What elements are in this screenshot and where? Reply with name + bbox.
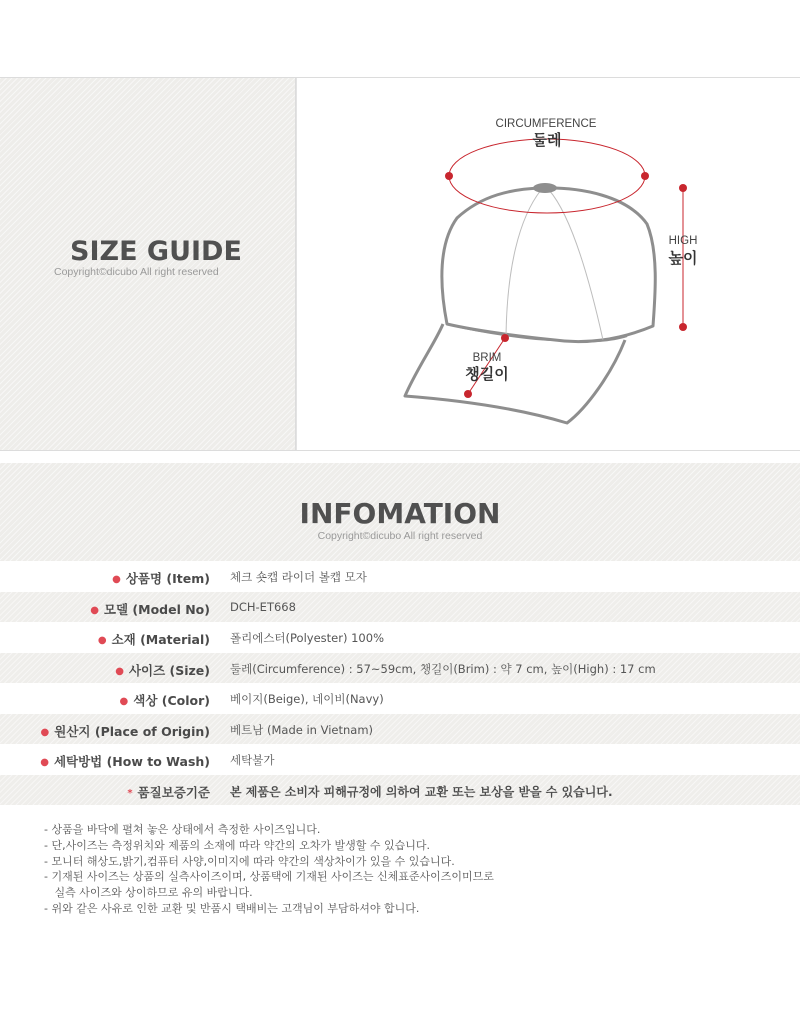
- high-label-en: HIGH: [668, 235, 698, 247]
- size-guide-title: SIZE GUIDE: [70, 236, 242, 267]
- table-row-origin: [0, 714, 800, 745]
- row-label: ● 색상 (Color): [119, 693, 210, 708]
- row-value: DCH-ET668: [230, 599, 296, 614]
- high-bottom-marker: [679, 323, 687, 331]
- high-top-marker: [679, 184, 687, 192]
- row-value: 세탁불가: [230, 753, 275, 767]
- row-value: 베이지(Beige), 네이비(Navy): [230, 692, 384, 706]
- row-value: 폴리에스터(Polyester) 100%: [230, 631, 384, 645]
- circumference-left-marker: [445, 172, 453, 180]
- asterisk-icon: *: [127, 787, 133, 799]
- table-row-size: [0, 653, 800, 684]
- row-label: ● 상품명 (Item): [112, 571, 210, 586]
- row-value: 본 제품은 소비자 피해규정에 의하여 교환 또는 보상을 받을 수 있습니다.: [230, 784, 613, 799]
- note-line: - 모니터 해상도,밝기,컴퓨터 사양,이미지에 따라 약간의 색상차이가 있을 수 있습니다.: [44, 854, 455, 868]
- table-row-color: [0, 683, 800, 714]
- table-row-material: [0, 622, 800, 653]
- circumference-measure-line: [449, 139, 645, 213]
- row-label: ● 사이즈 (Size): [115, 662, 210, 678]
- row-value: 베트남 (Made in Vietnam): [230, 722, 374, 737]
- cap-crown-outline: [442, 188, 655, 342]
- product-info-table: [0, 561, 800, 805]
- row-value: 둘레(Circumference) : 57~59cm, 챙길이(Brim) : 약 7 cm, 높이(High) : 17 cm: [230, 661, 656, 676]
- cap-size-diagram: [297, 78, 800, 450]
- high-label-ko: 높이: [668, 249, 698, 267]
- circumference-label-en: CIRCUMFERENCE: [495, 118, 597, 130]
- information-title: INFOMATION: [299, 497, 501, 530]
- brim-top-marker: [501, 334, 509, 342]
- note-line: - 기재된 사이즈는 상품의 실측사이즈이며, 상품택에 기재된 사이즈는 신체표준사이즈이미므로: [44, 870, 494, 884]
- note-line: - 상품을 바닥에 펼쳐 놓은 상태에서 측정한 사이즈입니다.: [44, 823, 321, 836]
- circumference-right-marker: [641, 172, 649, 180]
- table-row-item: [0, 561, 800, 592]
- table-row-wash: [0, 744, 800, 775]
- note-line: - 단,사이즈는 측정위치와 제품의 소재에 따라 약간의 오차가 발생할 수 있습니다.: [44, 838, 430, 852]
- table-row-warranty: [0, 775, 800, 806]
- row-label: * 품질보증기준: [127, 784, 210, 800]
- row-value: 체크 숏캡 라이더 볼캡 모자: [230, 570, 367, 584]
- bullet-icon: ●: [112, 574, 121, 585]
- size-diagram-panel: [296, 78, 800, 450]
- brim-label-en: BRIM: [472, 352, 502, 364]
- cap-button-icon: [533, 183, 557, 193]
- row-label: ● 원산지 (Place of Origin): [40, 723, 210, 739]
- size-guide-section: [0, 77, 800, 451]
- note-line: 실측 사이즈와 상이하므로 유의 바랍니다.: [44, 886, 253, 900]
- bullet-icon: ●: [40, 726, 50, 738]
- row-label: ● 세탁방법 (How to Wash): [40, 754, 210, 769]
- row-label: ● 모델 (Model No): [90, 601, 210, 617]
- notes-list: [44, 822, 764, 917]
- bullet-icon: ●: [119, 696, 129, 707]
- note-line: - 위와 같은 사유로 인한 교환 및 반품시 택배비는 고객님이 부담하셔야 합니다.: [44, 901, 420, 915]
- bullet-icon: ●: [40, 757, 49, 768]
- information-header: [0, 463, 800, 561]
- bullet-icon: ●: [97, 635, 107, 646]
- bullet-icon: ●: [115, 665, 124, 677]
- brim-bottom-marker: [464, 390, 472, 398]
- table-row-model: [0, 592, 800, 623]
- size-guide-title-panel: [0, 78, 296, 450]
- cap-brim-outline: [405, 324, 625, 423]
- brim-label-ko: 챙길이: [465, 365, 509, 383]
- bullet-icon: ●: [90, 604, 99, 616]
- row-label: ● 소재 (Material): [97, 632, 210, 647]
- size-guide-copyright: Copyright©dicubo All right reserved: [54, 266, 219, 278]
- information-copyright: Copyright©dicubo All right reserved: [317, 530, 483, 542]
- circumference-label-ko: 둘레: [532, 131, 562, 149]
